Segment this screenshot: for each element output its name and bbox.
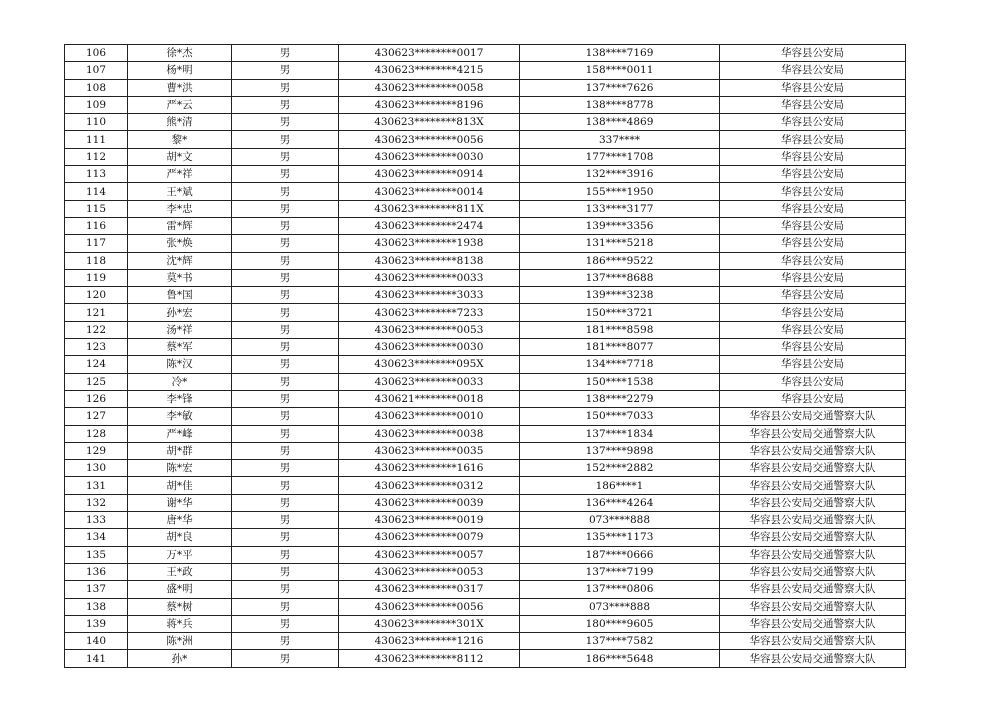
phone-cell: 177****1708 — [520, 148, 720, 165]
phone-cell: 139****3356 — [520, 217, 720, 234]
gender-cell: 男 — [232, 460, 339, 477]
phone-cell: 137****9898 — [520, 442, 720, 459]
gender-cell: 男 — [232, 477, 339, 494]
name-cell: 李*敏 — [128, 408, 232, 425]
unit-cell: 华容县公安局交通警察大队 — [720, 650, 906, 667]
name-cell: 曹*洪 — [128, 79, 232, 96]
table-row — [65, 494, 906, 511]
table-row — [65, 477, 906, 494]
gender-cell: 男 — [232, 166, 339, 183]
id-number-cell: 430623********0030 — [339, 339, 520, 356]
phone-cell: 186****9522 — [520, 252, 720, 269]
phone-cell: 180****9605 — [520, 615, 720, 632]
id-number-cell: 430623********7233 — [339, 304, 520, 321]
table-row — [65, 45, 906, 62]
table-row — [65, 633, 906, 650]
name-cell: 鲁*国 — [128, 287, 232, 304]
name-cell: 李*锋 — [128, 390, 232, 407]
gender-cell: 男 — [232, 563, 339, 580]
gender-cell: 男 — [232, 356, 339, 373]
name-cell: 汤*祥 — [128, 321, 232, 338]
gender-cell: 男 — [232, 512, 339, 529]
table-row — [65, 460, 906, 477]
gender-cell: 男 — [232, 442, 339, 459]
name-cell: 蔡*军 — [128, 339, 232, 356]
phone-cell: 187****0666 — [520, 546, 720, 563]
table-row — [65, 304, 906, 321]
name-cell: 孙*宏 — [128, 304, 232, 321]
phone-cell: 136****4264 — [520, 494, 720, 511]
unit-cell: 华容县公安局 — [720, 356, 906, 373]
gender-cell: 男 — [232, 615, 339, 632]
row-number-cell: 117 — [65, 235, 128, 252]
id-number-cell: 430623********2474 — [339, 217, 520, 234]
id-number-cell: 430623********811X — [339, 200, 520, 217]
row-number-cell: 133 — [65, 512, 128, 529]
gender-cell: 男 — [232, 62, 339, 79]
unit-cell: 华容县公安局交通警察大队 — [720, 442, 906, 459]
unit-cell: 华容县公安局 — [720, 390, 906, 407]
id-number-cell: 430623********1938 — [339, 235, 520, 252]
phone-cell: 186****5648 — [520, 650, 720, 667]
id-number-cell: 430623********0312 — [339, 477, 520, 494]
id-number-cell: 430623********0038 — [339, 425, 520, 442]
row-number-cell: 106 — [65, 45, 128, 62]
phone-cell: 150****1538 — [520, 373, 720, 390]
id-number-cell: 430623********0010 — [339, 408, 520, 425]
id-number-cell: 430623********0030 — [339, 148, 520, 165]
gender-cell: 男 — [232, 96, 339, 113]
gender-cell: 男 — [232, 321, 339, 338]
table-row — [65, 321, 906, 338]
row-number-cell: 115 — [65, 200, 128, 217]
unit-cell: 华容县公安局 — [720, 252, 906, 269]
unit-cell: 华容县公安局交通警察大队 — [720, 477, 906, 494]
name-cell: 王*政 — [128, 563, 232, 580]
row-number-cell: 107 — [65, 62, 128, 79]
id-number-cell: 430623********0039 — [339, 494, 520, 511]
phone-cell: 133****3177 — [520, 200, 720, 217]
gender-cell: 男 — [232, 408, 339, 425]
name-cell: 李*忠 — [128, 200, 232, 217]
table-row — [65, 408, 906, 425]
row-number-cell: 112 — [65, 148, 128, 165]
table-row — [65, 287, 906, 304]
unit-cell: 华容县公安局交通警察大队 — [720, 494, 906, 511]
unit-cell: 华容县公安局 — [720, 200, 906, 217]
gender-cell: 男 — [232, 390, 339, 407]
name-cell: 孙* — [128, 650, 232, 667]
name-cell: 蔡*树 — [128, 598, 232, 615]
gender-cell: 男 — [232, 287, 339, 304]
row-number-cell: 134 — [65, 529, 128, 546]
row-number-cell: 135 — [65, 546, 128, 563]
name-cell: 万*平 — [128, 546, 232, 563]
name-cell: 黎* — [128, 131, 232, 148]
name-cell: 胡*良 — [128, 529, 232, 546]
row-number-cell: 140 — [65, 633, 128, 650]
gender-cell: 男 — [232, 114, 339, 131]
table-row — [65, 373, 906, 390]
row-number-cell: 137 — [65, 581, 128, 598]
phone-cell: 135****1173 — [520, 529, 720, 546]
row-number-cell: 108 — [65, 79, 128, 96]
unit-cell: 华容县公安局交通警察大队 — [720, 460, 906, 477]
row-number-cell: 136 — [65, 563, 128, 580]
id-number-cell: 430623********8112 — [339, 650, 520, 667]
id-number-cell: 430623********0053 — [339, 321, 520, 338]
table-row — [65, 217, 906, 234]
row-number-cell: 113 — [65, 166, 128, 183]
name-cell: 雷*辉 — [128, 217, 232, 234]
phone-cell: 073****888 — [520, 512, 720, 529]
row-number-cell: 109 — [65, 96, 128, 113]
table-row — [65, 183, 906, 200]
phone-cell: 134****7718 — [520, 356, 720, 373]
phone-cell: 137****7582 — [520, 633, 720, 650]
row-number-cell: 129 — [65, 442, 128, 459]
gender-cell: 男 — [232, 252, 339, 269]
phone-cell: 158****0011 — [520, 62, 720, 79]
id-number-cell: 430623********0014 — [339, 183, 520, 200]
name-cell: 谢*华 — [128, 494, 232, 511]
row-number-cell: 118 — [65, 252, 128, 269]
id-number-cell: 430623********8196 — [339, 96, 520, 113]
id-number-cell: 430623********0079 — [339, 529, 520, 546]
row-number-cell: 132 — [65, 494, 128, 511]
phone-cell: 138****7169 — [520, 45, 720, 62]
unit-cell: 华容县公安局 — [720, 321, 906, 338]
phone-cell: 131****5218 — [520, 235, 720, 252]
table-row — [65, 166, 906, 183]
phone-cell: 137****7199 — [520, 563, 720, 580]
gender-cell: 男 — [232, 529, 339, 546]
table-row — [65, 96, 906, 113]
id-number-cell: 430623********0017 — [339, 45, 520, 62]
row-number-cell: 131 — [65, 477, 128, 494]
unit-cell: 华容县公安局 — [720, 131, 906, 148]
row-number-cell: 130 — [65, 460, 128, 477]
unit-cell: 华容县公安局 — [720, 96, 906, 113]
table-row — [65, 62, 906, 79]
row-number-cell: 119 — [65, 269, 128, 286]
unit-cell: 华容县公安局 — [720, 373, 906, 390]
unit-cell: 华容县公安局 — [720, 217, 906, 234]
name-cell: 胡*群 — [128, 442, 232, 459]
id-number-cell: 430623********3033 — [339, 287, 520, 304]
table-row — [65, 356, 906, 373]
id-number-cell: 430623********0057 — [339, 546, 520, 563]
name-cell: 胡*文 — [128, 148, 232, 165]
name-cell: 严*祥 — [128, 166, 232, 183]
gender-cell: 男 — [232, 598, 339, 615]
gender-cell: 男 — [232, 79, 339, 96]
unit-cell: 华容县公安局交通警察大队 — [720, 529, 906, 546]
unit-cell: 华容县公安局 — [720, 148, 906, 165]
table-row — [65, 615, 906, 632]
phone-cell: 138****8778 — [520, 96, 720, 113]
name-cell: 陈*宏 — [128, 460, 232, 477]
unit-cell: 华容县公安局 — [720, 79, 906, 96]
phone-cell: 152****2882 — [520, 460, 720, 477]
id-number-cell: 430623********0033 — [339, 373, 520, 390]
id-number-cell: 430623********0053 — [339, 563, 520, 580]
unit-cell: 华容县公安局交通警察大队 — [720, 598, 906, 615]
unit-cell: 华容县公安局交通警察大队 — [720, 408, 906, 425]
name-cell: 王*斌 — [128, 183, 232, 200]
row-number-cell: 126 — [65, 390, 128, 407]
name-cell: 胡*佳 — [128, 477, 232, 494]
table-row — [65, 563, 906, 580]
id-number-cell: 430621********0018 — [339, 390, 520, 407]
gender-cell: 男 — [232, 373, 339, 390]
unit-cell: 华容县公安局 — [720, 287, 906, 304]
phone-cell: 137****0806 — [520, 581, 720, 598]
id-number-cell: 430623********813X — [339, 114, 520, 131]
id-number-cell: 430623********0056 — [339, 598, 520, 615]
table-row — [65, 148, 906, 165]
gender-cell: 男 — [232, 45, 339, 62]
id-number-cell: 430623********4215 — [339, 62, 520, 79]
gender-cell: 男 — [232, 235, 339, 252]
name-cell: 熊*清 — [128, 114, 232, 131]
phone-cell: 337**** — [520, 131, 720, 148]
table-row — [65, 581, 906, 598]
unit-cell: 华容县公安局 — [720, 339, 906, 356]
id-number-cell: 430623********1616 — [339, 460, 520, 477]
gender-cell: 男 — [232, 183, 339, 200]
gender-cell: 男 — [232, 581, 339, 598]
table-row — [65, 390, 906, 407]
unit-cell: 华容县公安局交通警察大队 — [720, 615, 906, 632]
table-row — [65, 131, 906, 148]
row-number-cell: 139 — [65, 615, 128, 632]
table-row — [65, 529, 906, 546]
phone-cell: 073****888 — [520, 598, 720, 615]
name-cell: 冷* — [128, 373, 232, 390]
name-cell: 杨*明 — [128, 62, 232, 79]
name-cell: 张*焕 — [128, 235, 232, 252]
row-number-cell: 116 — [65, 217, 128, 234]
name-cell: 严*云 — [128, 96, 232, 113]
unit-cell: 华容县公安局 — [720, 62, 906, 79]
name-cell: 蒋*兵 — [128, 615, 232, 632]
unit-cell: 华容县公安局 — [720, 45, 906, 62]
phone-cell: 138****2279 — [520, 390, 720, 407]
unit-cell: 华容县公安局 — [720, 269, 906, 286]
row-number-cell: 125 — [65, 373, 128, 390]
row-number-cell: 138 — [65, 598, 128, 615]
id-number-cell: 430623********301X — [339, 615, 520, 632]
name-cell: 陈*洲 — [128, 633, 232, 650]
gender-cell: 男 — [232, 304, 339, 321]
row-number-cell: 123 — [65, 339, 128, 356]
phone-cell: 150****3721 — [520, 304, 720, 321]
name-cell: 唐*华 — [128, 512, 232, 529]
gender-cell: 男 — [232, 546, 339, 563]
name-cell: 徐*杰 — [128, 45, 232, 62]
gender-cell: 男 — [232, 494, 339, 511]
name-cell: 莫*书 — [128, 269, 232, 286]
phone-cell: 139****3238 — [520, 287, 720, 304]
name-cell: 盛*明 — [128, 581, 232, 598]
unit-cell: 华容县公安局 — [720, 304, 906, 321]
id-number-cell: 430623********0019 — [339, 512, 520, 529]
table-row — [65, 79, 906, 96]
gender-cell: 男 — [232, 269, 339, 286]
phone-cell: 137****1834 — [520, 425, 720, 442]
row-number-cell: 110 — [65, 114, 128, 131]
gender-cell: 男 — [232, 425, 339, 442]
unit-cell: 华容县公安局交通警察大队 — [720, 512, 906, 529]
table-row — [65, 269, 906, 286]
table-row — [65, 114, 906, 131]
id-number-cell: 430623********0056 — [339, 131, 520, 148]
table-row — [65, 512, 906, 529]
phone-cell: 155****1950 — [520, 183, 720, 200]
phone-cell: 137****8688 — [520, 269, 720, 286]
gender-cell: 男 — [232, 131, 339, 148]
phone-cell: 132****3916 — [520, 166, 720, 183]
gender-cell: 男 — [232, 339, 339, 356]
table-row — [65, 650, 906, 667]
gender-cell: 男 — [232, 633, 339, 650]
table-row — [65, 200, 906, 217]
row-number-cell: 122 — [65, 321, 128, 338]
id-number-cell: 430623********0317 — [339, 581, 520, 598]
phone-cell: 181****8598 — [520, 321, 720, 338]
unit-cell: 华容县公安局 — [720, 114, 906, 131]
unit-cell: 华容县公安局交通警察大队 — [720, 425, 906, 442]
unit-cell: 华容县公安局交通警察大队 — [720, 633, 906, 650]
gender-cell: 男 — [232, 217, 339, 234]
row-number-cell: 127 — [65, 408, 128, 425]
row-number-cell: 128 — [65, 425, 128, 442]
table-row — [65, 339, 906, 356]
table-row — [65, 235, 906, 252]
table-row — [65, 425, 906, 442]
table-row — [65, 442, 906, 459]
name-cell: 沈*辉 — [128, 252, 232, 269]
unit-cell: 华容县公安局 — [720, 235, 906, 252]
row-number-cell: 111 — [65, 131, 128, 148]
phone-cell: 137****7626 — [520, 79, 720, 96]
phone-cell: 181****8077 — [520, 339, 720, 356]
id-number-cell: 430623********1216 — [339, 633, 520, 650]
row-number-cell: 120 — [65, 287, 128, 304]
roster-body — [65, 45, 906, 668]
row-number-cell: 141 — [65, 650, 128, 667]
id-number-cell: 430623********0035 — [339, 442, 520, 459]
roster-table — [64, 44, 906, 668]
id-number-cell: 430623********8138 — [339, 252, 520, 269]
phone-cell: 186****1 — [520, 477, 720, 494]
row-number-cell: 114 — [65, 183, 128, 200]
id-number-cell: 430623********095X — [339, 356, 520, 373]
unit-cell: 华容县公安局交通警察大队 — [720, 546, 906, 563]
id-number-cell: 430623********0914 — [339, 166, 520, 183]
phone-cell: 138****4869 — [520, 114, 720, 131]
unit-cell: 华容县公安局 — [720, 166, 906, 183]
row-number-cell: 124 — [65, 356, 128, 373]
name-cell: 陈*汉 — [128, 356, 232, 373]
id-number-cell: 430623********0058 — [339, 79, 520, 96]
gender-cell: 男 — [232, 650, 339, 667]
table-row — [65, 546, 906, 563]
phone-cell: 150****7033 — [520, 408, 720, 425]
unit-cell: 华容县公安局交通警察大队 — [720, 581, 906, 598]
table-row — [65, 598, 906, 615]
row-number-cell: 121 — [65, 304, 128, 321]
name-cell: 严*峰 — [128, 425, 232, 442]
table-row — [65, 252, 906, 269]
gender-cell: 男 — [232, 200, 339, 217]
unit-cell: 华容县公安局交通警察大队 — [720, 563, 906, 580]
id-number-cell: 430623********0033 — [339, 269, 520, 286]
unit-cell: 华容县公安局 — [720, 183, 906, 200]
gender-cell: 男 — [232, 148, 339, 165]
